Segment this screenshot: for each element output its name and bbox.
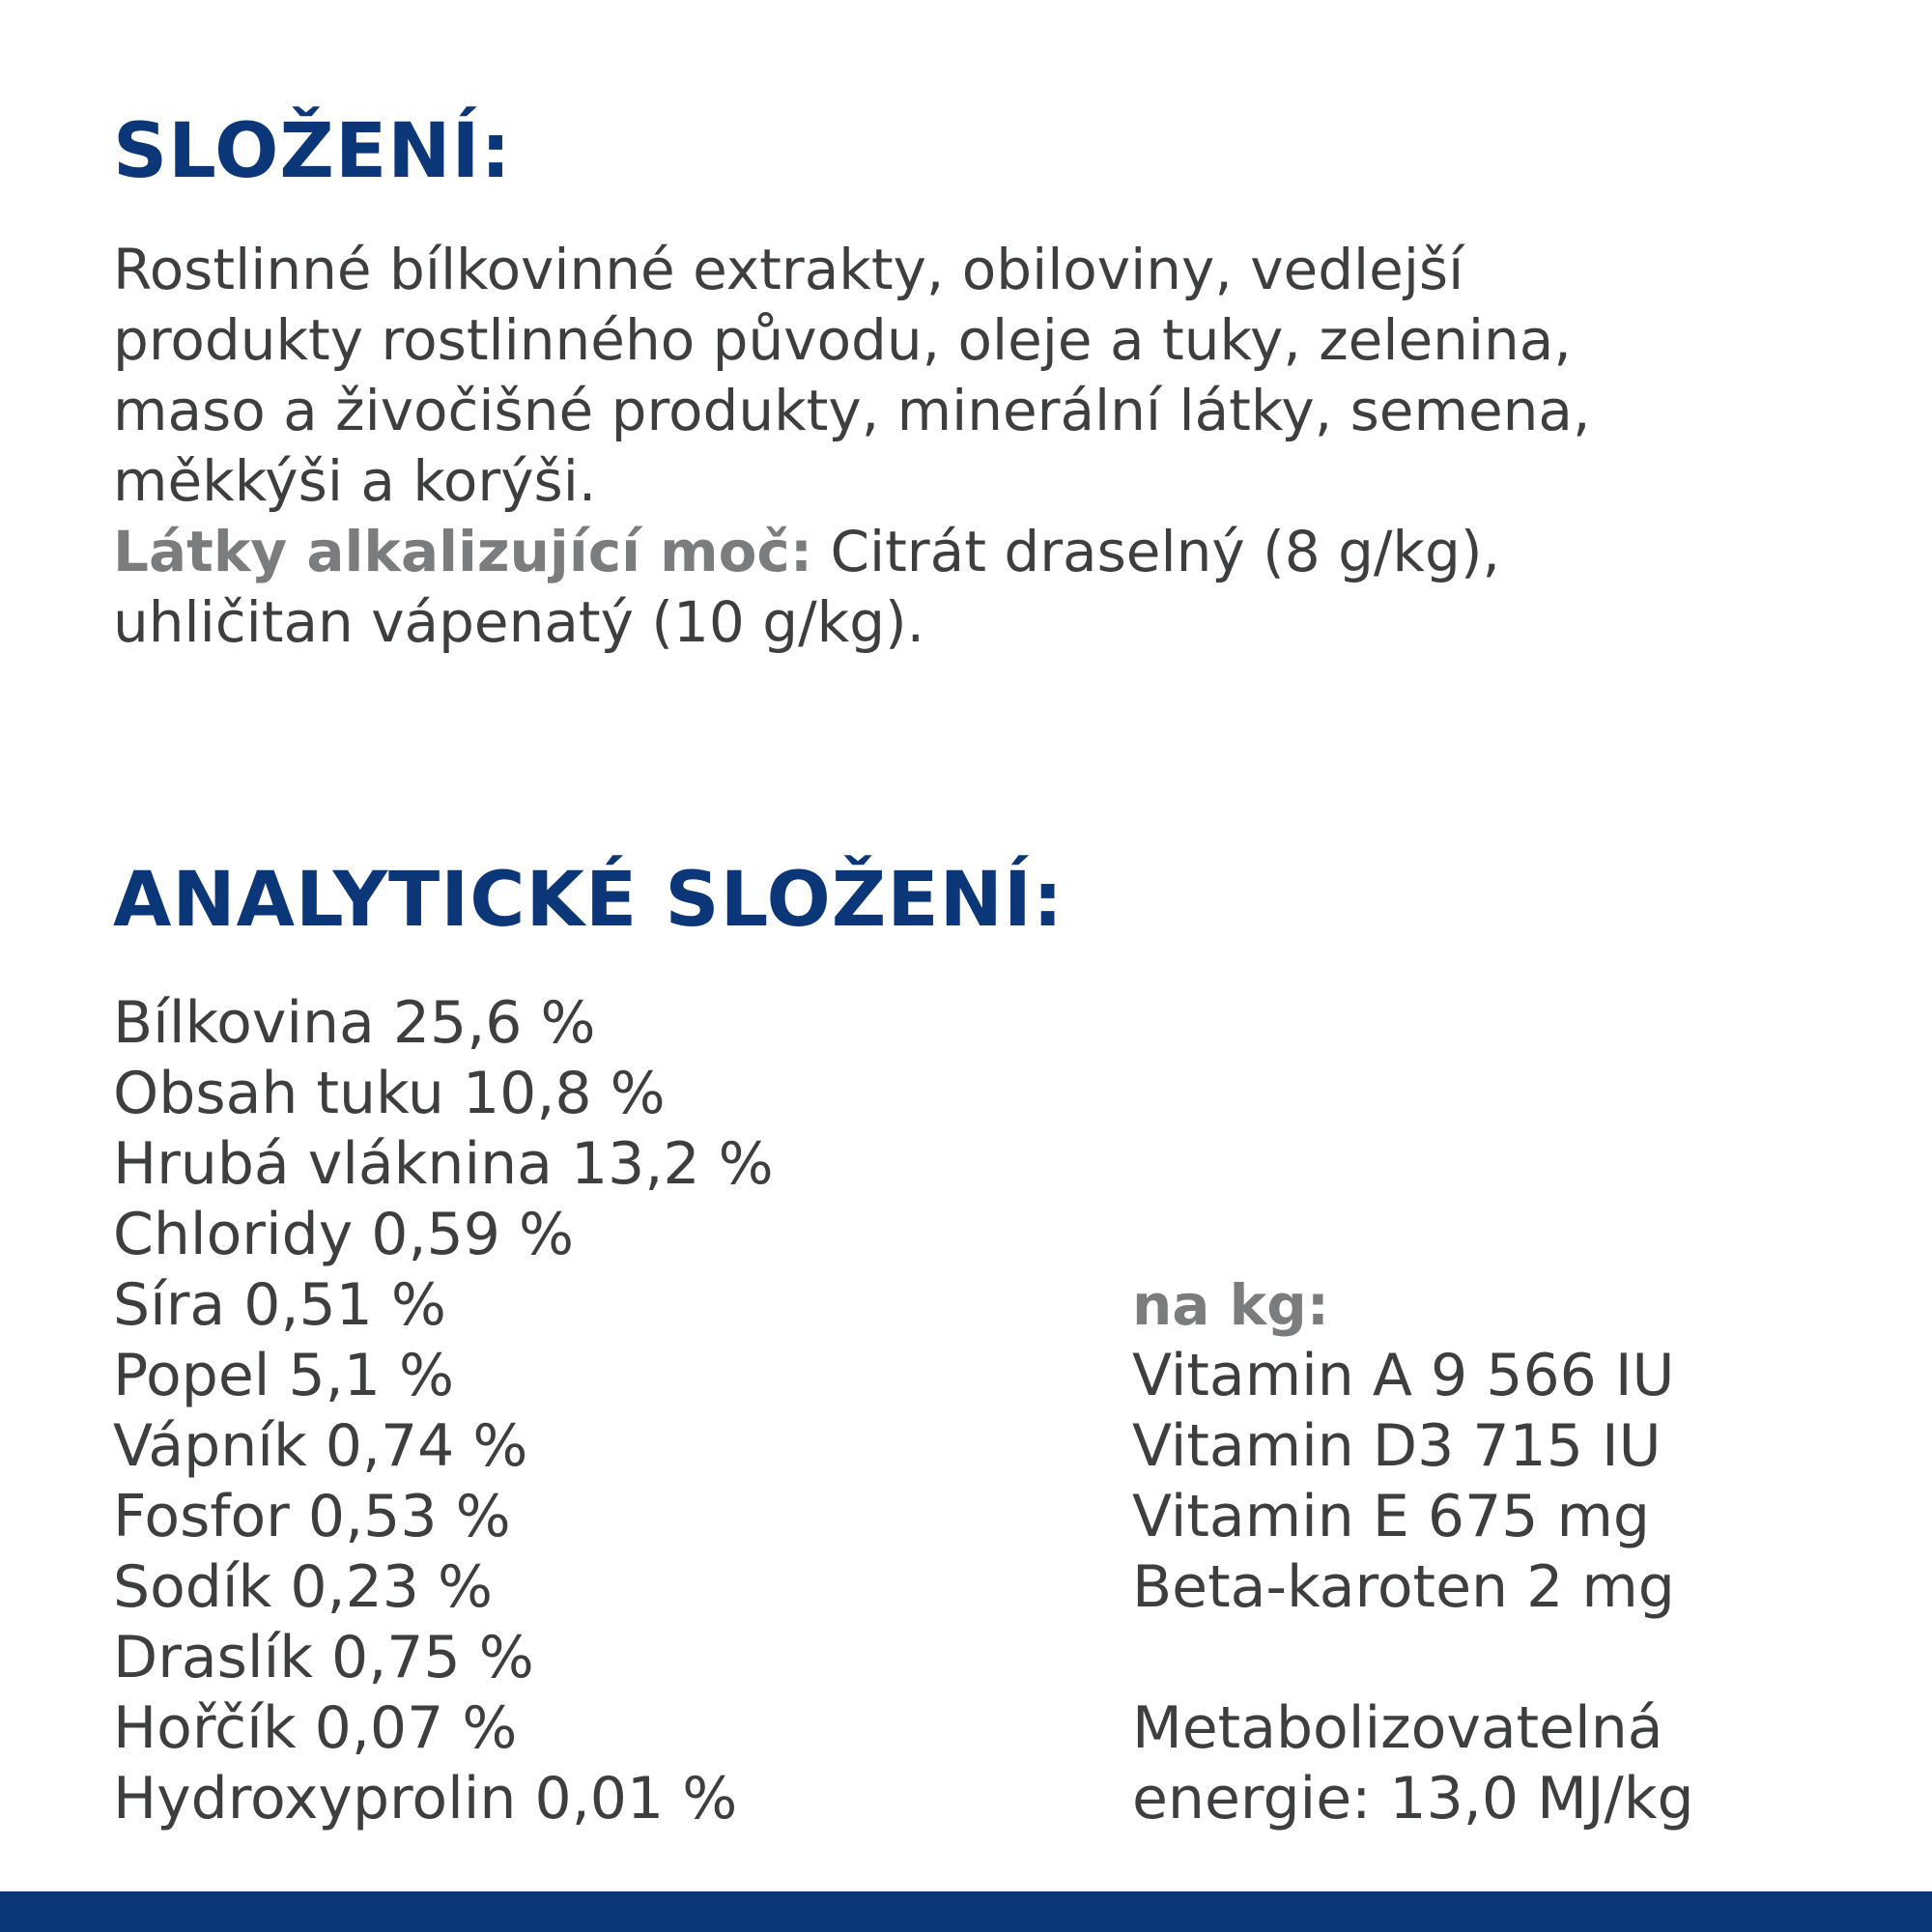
additive-line (113, 517, 1910, 587)
composition-line: produkty rostlinného původu, oleje a tuky, zelenina, (113, 307, 1572, 373)
energy-value (1132, 1693, 1694, 1834)
list-item: Hořčík 0,07 % (113, 1694, 518, 1762)
additive-text: Citrát draselný (8 g/kg), (812, 519, 1500, 584)
energy-line: energie: 13,0 MJ/kg (1132, 1765, 1694, 1833)
energy-line: Metabolizovatelná (1132, 1694, 1663, 1762)
composition-line: měkkýši a korýši. (113, 448, 597, 514)
analytical-heading: ANALYTICKÉ SLOŽENÍ: (113, 857, 1065, 944)
additive-label: Látky alkalizující moč: (113, 519, 813, 584)
list-item: Vitamin D3 715 IU (1132, 1412, 1662, 1480)
bottom-bar (0, 1891, 1932, 1932)
composition-text (113, 235, 1910, 658)
analytical-list (113, 988, 774, 1834)
composition-heading: SLOŽENÍ: (113, 108, 512, 195)
list-item: Síra 0,51 % (113, 1271, 446, 1339)
list-item: Obsah tuku 10,8 % (113, 1060, 666, 1127)
list-item: Vitamin E 675 mg (1132, 1483, 1651, 1550)
additive-text-continued: uhličitan vápenatý (10 g/kg). (113, 589, 925, 655)
composition-line: Rostlinné bílkovinné extrakty, obiloviny, vedlejší (113, 237, 1464, 302)
list-item: Chloridy 0,59 % (113, 1201, 574, 1268)
list-item: Bílkovina 25,6 % (113, 989, 596, 1057)
list-item: Vitamin A 9 566 IU (1132, 1342, 1675, 1409)
list-item: Hydroxyprolin 0,01 % (113, 1765, 738, 1833)
list-item: Vápník 0,74 % (113, 1412, 528, 1480)
composition-line: maso a živočišné produkty, minerální látky, semena, (113, 378, 1591, 443)
list-item: Beta-karoten 2 mg (1132, 1553, 1675, 1621)
per-kg-list (1132, 1341, 1675, 1623)
per-kg-label: na kg: (1132, 1272, 1329, 1338)
list-item: Fosfor 0,53 % (113, 1483, 511, 1550)
list-item: Hrubá vláknina 13,2 % (113, 1130, 774, 1198)
list-item: Draslík 0,75 % (113, 1624, 534, 1691)
list-item: Popel 5,1 % (113, 1342, 454, 1409)
list-item: Sodík 0,23 % (113, 1553, 494, 1621)
